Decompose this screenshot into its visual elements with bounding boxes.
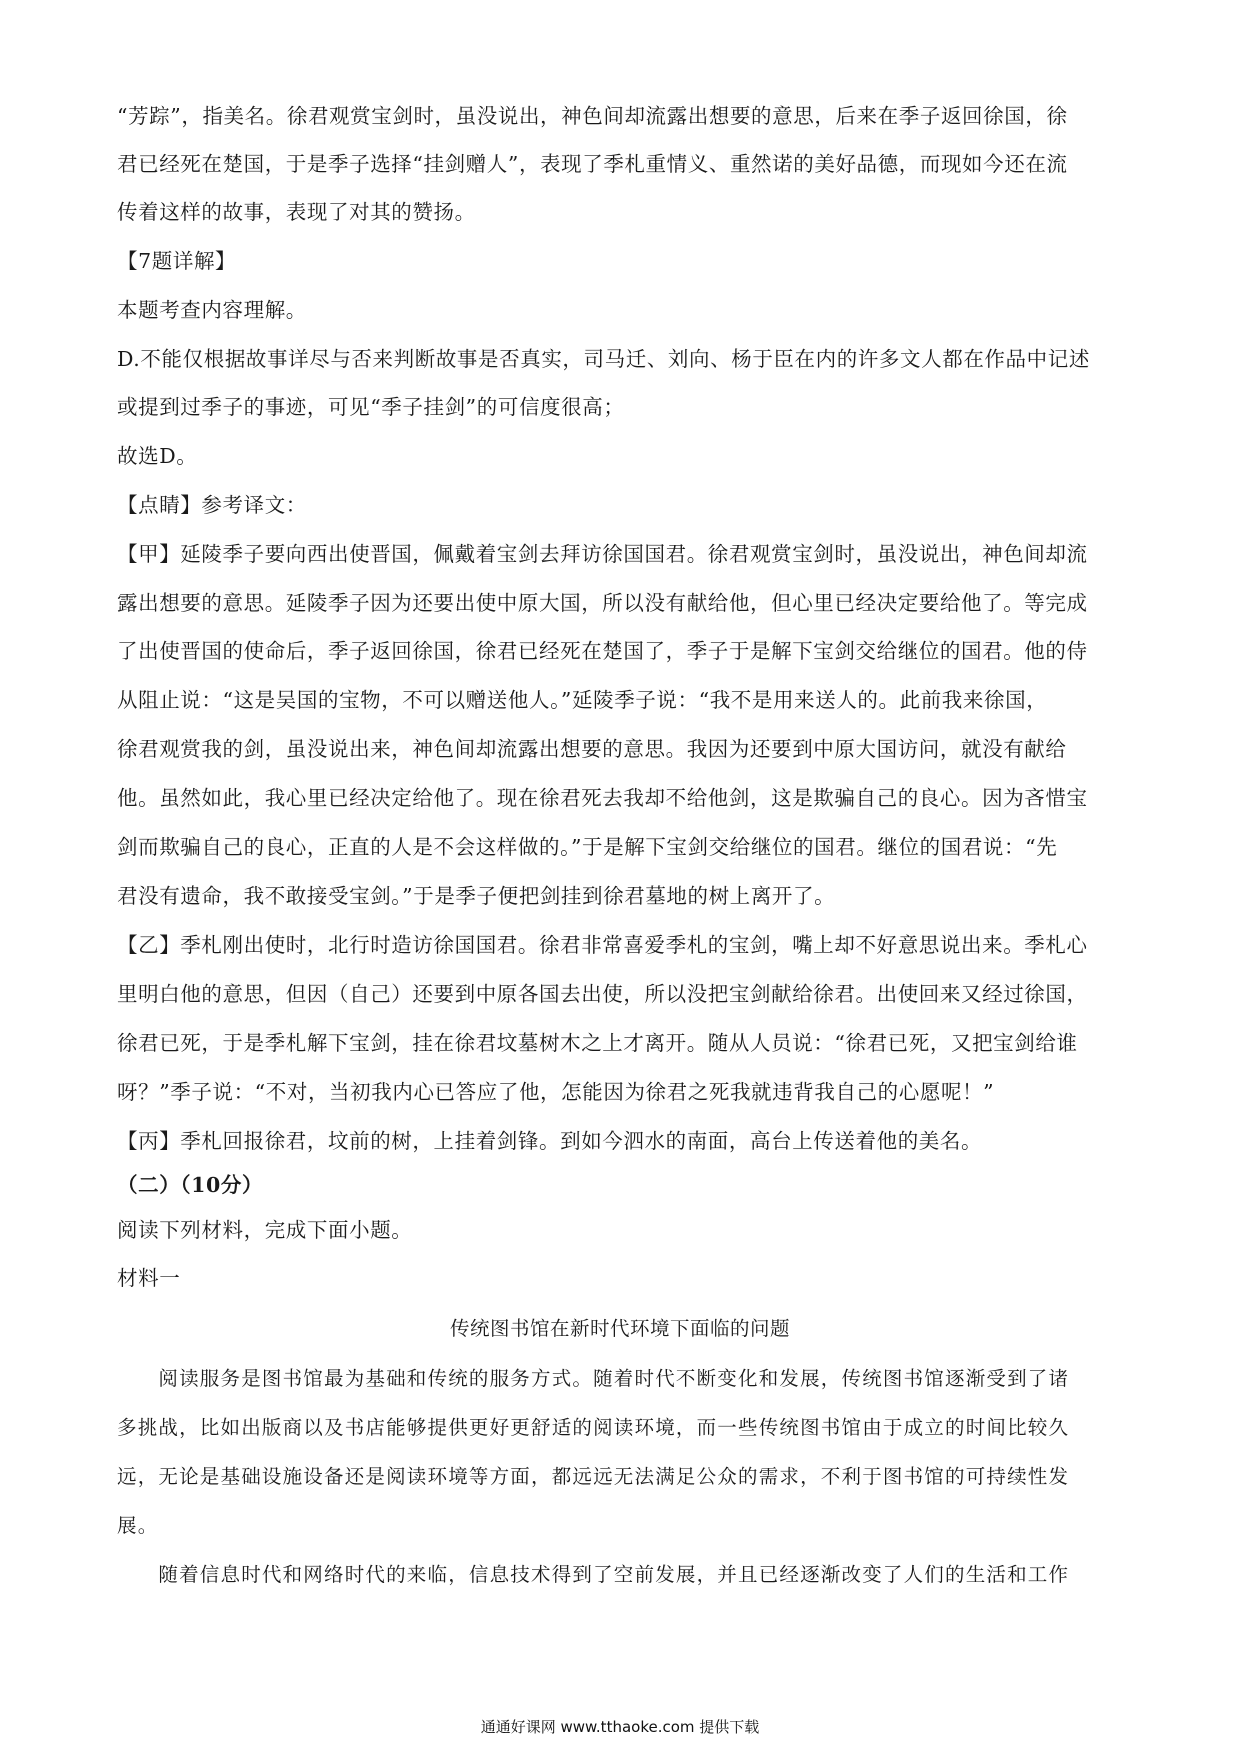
q7-header: 【7题详解】 <box>117 249 237 273</box>
translation-yi-line-1: 【乙】季札刚出使时，北行时造访徐国国君。徐君非常喜爱季札的宝剑，嘴上却不好意思说出来。季札心 <box>117 933 1088 957</box>
q7-line-2: D.不能仅根据故事详尽与否来判断故事是否真实，司马迁、刘向、杨于臣在内的许多文人都在作品中记述 <box>117 347 1090 371</box>
answer-line-1: “芳踪”，指美名。徐君观赏宝剑时，虽没说出，神色间却流露出想要的意思，后来在季子返回徐国，徐 <box>117 104 1068 128</box>
material-p1-line-2: 多挑战，比如出版商以及书店能够提供更好更舒适的阅读环境，而一些传统图书馆由于成立的时间比较久 <box>117 1416 1070 1439</box>
translation-yi-line-2: 里明白他的意思，但因（自己）还要到中原各国去出使，所以没把宝剑献给徐君。出使回来又经过徐国， <box>117 982 1088 1006</box>
material-p1-line-3: 远，无论是基础设施设备还是阅读环境等方面，都远远无法满足公众的需求，不利于图书馆的可持续性发 <box>117 1465 1070 1488</box>
page-footer: 通通好课网 www.tthaoke.com 提供下载 <box>480 1718 760 1736</box>
translation-jia-line-7: 剑而欺骗自己的良心，正直的人是不会这样做的。”于是解下宝剑交给继位的国君。继位的国君说：“先 <box>117 835 1058 859</box>
section-two-heading: （二）（10分） <box>117 1173 264 1197</box>
translation-jia-line-2: 露出想要的意思。延陵季子因为还要出使中原大国，所以没有献给他，但心里已经决定要给他了。等完成 <box>117 591 1088 615</box>
material-title: 传统图书馆在新时代环境下面临的问题 <box>449 1317 790 1340</box>
translation-jia-line-8: 君没有遗命，我不敢接受宝剑。”于是季子便把剑挂到徐君墓地的树上离开了。 <box>117 884 836 908</box>
translation-bing-line-1: 【丙】季札回报徐君，坟前的树，上挂着剑锋。到如今泗水的南面，高台上传送着他的美名。 <box>117 1129 983 1153</box>
translation-jia-line-4: 从阻止说：“这是吴国的宝物，不可以赠送他人。”延陵季子说：“我不是用来送人的。此前我来徐国， <box>117 688 1048 712</box>
answer-line-3: 传着这样的故事，表现了对其的赞扬。 <box>117 200 476 224</box>
section-two-instruction: 阅读下列材料，完成下面小题。 <box>117 1218 413 1242</box>
answer-line-2: 君已经死在楚国，于是季子选择“挂剑赠人”，表现了季札重情义、重然诺的美好品德，而现如今还在流 <box>117 152 1068 176</box>
dianjing-header: 【点睛】参考译文： <box>117 493 307 517</box>
translation-yi-line-3: 徐君已死，于是季札解下宝剑，挂在徐君坟墓树木之上才离开。随从人员说：“徐君已死，又把宝剑给谁 <box>117 1031 1078 1055</box>
q7-line-4: 故选D。 <box>117 444 198 468</box>
material-p1-line-1: 阅读服务是图书馆最为基础和传统的服务方式。随着时代不断变化和发展，传统图书馆逐渐受到了诸 <box>117 1367 1070 1390</box>
translation-jia-line-5: 徐君观赏我的剑，虽没说出来，神色间却流露出想要的意思。我因为还要到中原大国访问，就没有献给 <box>117 737 1067 761</box>
translation-yi-line-4: 呀？”季子说：“不对，当初我内心已答应了他，怎能因为徐君之死我就违背我自己的心愿呢！” <box>117 1080 995 1104</box>
translation-jia-line-6: 他。虽然如此，我心里已经决定给他了。现在徐君死去我却不给他剑，这是欺骗自己的良心。因为吝惜宝 <box>117 786 1088 810</box>
translation-jia-line-3: 了出使晋国的使命后，季子返回徐国，徐君已经死在楚国了，季子于是解下宝剑交给继位的国君。他的侍 <box>117 639 1088 663</box>
q7-line-3: 或提到过季子的事迹，可见“季子挂剑”的可信度很高； <box>117 395 625 419</box>
material-p2-line-1: 随着信息时代和网络时代的来临，信息技术得到了空前发展，并且已经逐渐改变了人们的生活和工作 <box>117 1563 1070 1586</box>
translation-jia-line-1: 【甲】延陵季子要向西出使晋国，佩戴着宝剑去拜访徐国国君。徐君观赏宝剑时，虽没说出，神色间却流 <box>117 542 1088 566</box>
material-label: 材料一 <box>117 1266 181 1290</box>
q7-line-1: 本题考查内容理解。 <box>117 298 307 322</box>
material-p1-line-4: 展。 <box>117 1514 159 1537</box>
